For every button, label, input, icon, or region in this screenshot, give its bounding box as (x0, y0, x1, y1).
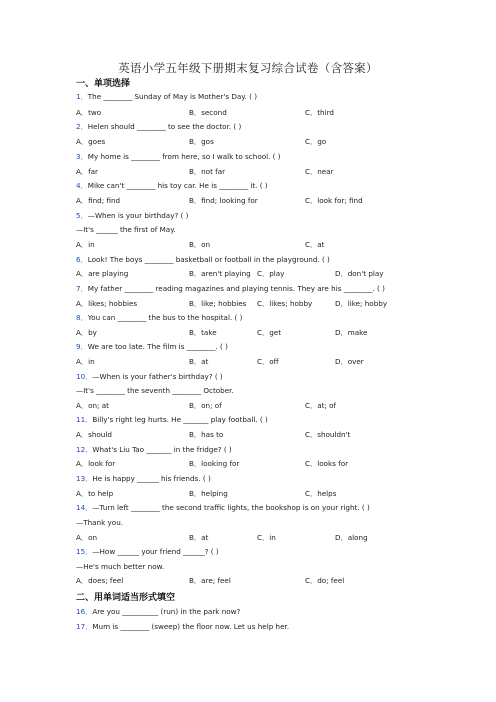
option[interactable]: C．looks for (305, 459, 349, 468)
question-line: 8．You can ________ the bus to the hospital. ( ) (76, 313, 243, 322)
option[interactable]: A．on; at (76, 401, 109, 410)
option[interactable]: B．are; feel (189, 576, 231, 585)
question-line: 2．Helen should ________ to see the doctor. ( ) (76, 122, 242, 131)
section-heading-1: 一、单项选择 (76, 79, 131, 89)
option[interactable]: A．likes; hobbies (76, 299, 138, 308)
option[interactable]: B．on; of (189, 401, 222, 410)
option[interactable]: C．off (257, 357, 279, 366)
option[interactable]: B．on (189, 240, 211, 249)
option-row (76, 489, 436, 499)
section-heading-2: 二、用单词适当形式填空 (76, 593, 176, 603)
option-row (76, 576, 436, 586)
question-line: 4．Mike can't ________ his toy car. He is ________ it. ( ) (76, 181, 268, 190)
question-line-2: —It's ________ the seventh ________ October. (76, 386, 234, 395)
option[interactable]: D．over (335, 357, 364, 366)
option[interactable]: B．has to (189, 430, 224, 439)
option-row (76, 137, 436, 147)
option[interactable]: C．go (305, 137, 327, 146)
option-row (76, 430, 436, 440)
question-line: 6．Look! The boys ________ basketball or football in the playground. ( ) (76, 255, 330, 264)
option[interactable]: B．at (189, 357, 209, 366)
option[interactable]: B．not far (189, 167, 226, 176)
option[interactable]: A．far (76, 167, 98, 176)
question-line: 9．We are too late. The film is ________. ( ) (76, 342, 228, 351)
option-row (76, 108, 436, 118)
option-row (76, 357, 436, 367)
question-line: 14．—Turn left ________ the second traffic lights, the bookshop is on your right. ( ) (76, 503, 370, 512)
option[interactable]: A．does; feel (76, 576, 124, 585)
option[interactable]: B．looking for (189, 459, 240, 468)
option[interactable]: D．don't play (335, 269, 384, 278)
question-line: 11．Billy's right leg hurts. He _______ play football. ( ) (76, 415, 268, 424)
option[interactable]: B．at (189, 533, 209, 542)
option-row (76, 240, 436, 250)
option[interactable]: C．at (305, 240, 325, 249)
question-line-2: —It's ______ the first of May. (76, 225, 176, 234)
option[interactable]: B．gos (189, 137, 214, 146)
option[interactable]: C．do; feel (305, 576, 345, 585)
option-row (76, 328, 436, 338)
option-row (76, 269, 436, 279)
option[interactable]: C．get (257, 328, 282, 337)
question-line: 10．—When is your father's birthday? ( ) (76, 372, 223, 381)
question-line: 3．My home is ________ from here, so I walk to school. ( ) (76, 152, 281, 161)
question-line: 1．The ________ Sunday of May is Mother's Day. ( ) (76, 92, 257, 101)
question-line: 5．—When is your birthday? ( ) (76, 211, 189, 220)
option[interactable]: B．find; looking for (189, 196, 258, 205)
option[interactable]: B．take (189, 328, 217, 337)
option[interactable]: D．like; hobby (335, 299, 388, 308)
question-line: 17．Mum is ________ (sweep) the floor now. Let us help her. (76, 622, 290, 631)
option[interactable]: A．goes (76, 137, 106, 146)
question-line: 15．—How ______ your friend ______? ( ) (76, 547, 219, 556)
option[interactable]: C．shouldn't (305, 430, 351, 439)
option-row (76, 167, 436, 177)
option[interactable]: A．are playing (76, 269, 129, 278)
question-line: 13．He is happy ______ his friends. ( ) (76, 474, 211, 483)
option-row (76, 459, 436, 469)
option[interactable]: B．helping (189, 489, 228, 498)
option[interactable]: A．look for (76, 459, 116, 468)
option[interactable]: A．in (76, 357, 95, 366)
option-row (76, 196, 436, 206)
question-line-2: —He's much better now. (76, 562, 165, 571)
option[interactable]: A．two (76, 108, 102, 117)
option[interactable]: A．in (76, 240, 95, 249)
question-line: 16．Are you __________ (run) in the park now? (76, 607, 241, 616)
option[interactable]: C．at; of (305, 401, 337, 410)
option-row (76, 401, 436, 411)
option[interactable]: B．aren't playing (189, 269, 251, 278)
option[interactable]: A．by (76, 328, 97, 337)
option-row (76, 533, 436, 543)
option[interactable]: C．near (305, 167, 334, 176)
question-line: 12．What's Liu Tao _______ in the fridge? ( ) (76, 445, 232, 454)
option-row (76, 299, 436, 309)
option[interactable]: C．third (305, 108, 334, 117)
option[interactable]: A．find; find (76, 196, 121, 205)
option[interactable]: B．like; hobbies (189, 299, 247, 308)
option[interactable]: A．should (76, 430, 112, 439)
option[interactable]: D．make (335, 328, 368, 337)
option[interactable]: C．look for; find (305, 196, 363, 205)
option[interactable]: A．on (76, 533, 98, 542)
page-title: 英语小学五年级下册期末复习综合试卷（含答案） (118, 61, 378, 75)
option[interactable]: C．likes; hobby (257, 299, 313, 308)
question-line: 7．My father ________ reading magazines and playing tennis. They are his ________. ( ) (76, 284, 385, 293)
option[interactable]: C．play (257, 269, 285, 278)
option[interactable]: C．in (257, 533, 276, 542)
option[interactable]: D．along (335, 533, 368, 542)
option[interactable]: A．to help (76, 489, 114, 498)
option[interactable]: C．helps (305, 489, 337, 498)
option[interactable]: B．second (189, 108, 227, 117)
question-line-2: —Thank you. (76, 518, 124, 527)
